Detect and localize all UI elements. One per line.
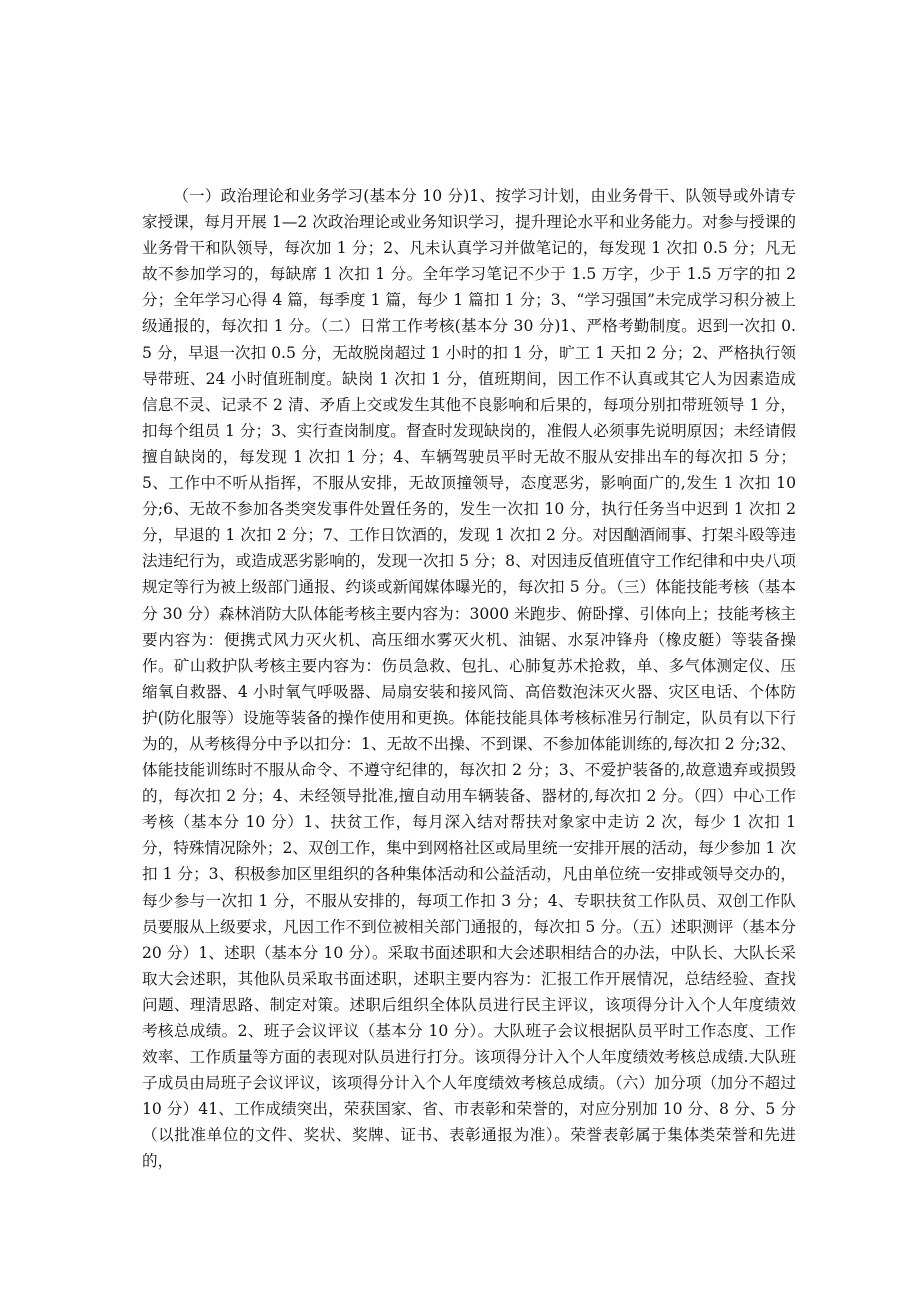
document-paragraph: （一）政治理论和业务学习(基本分 10 分)1、按学习计划，由业务骨干、队领导或外请专家授课，每月开展 1—2 次政治理论或业务知识学习，提升理论水平和业务能力。对参与授课的业务骨干和队领导，每次加 1 分；2、凡未认真学习并做笔记的，每发现 1 次扣 0.5 分；凡无故不参加学习的，每缺席 1 次扣 1 分。全年学习笔记不少于 1.5 万字，少于 1.5 万字的扣 2 分；全年学习心得 4 篇，每季度 1 篇，每少 1 篇扣 1 分；3、“学习强国”未完成学习积分被上级通报的，每次扣 1 分。（二）日常工作考核(基本分 30 分)1、严格考勤制度。迟到一次扣 0.5 分，早退一次扣 0.5 分，无故脱岗超过 1 小时的扣 1 分，旷工 1 天扣 2 分；2、严格执行领导带班、24 小时值班制度。缺岗 1 次扣 1 分，值班期间，因工作不认真或其它人为因素造成信息不灵、记录不 2 清、矛盾上交或发生其他不良影响和后果的，每项分别扣带班领导 1 分，扣每个组员 1 分；3、实行查岗制度。督查时发现缺岗的，准假人必须事先说明原因；未经请假擅自缺岗的，每发现 1 次扣 1 分；4、车辆驾驶员平时无故不服从安排出车的每次扣 5 分；5、工作中不听从指挥，不服从安排，无故顶撞领导，态度恶劣，影响面广的,发生 1 次扣 10 分;6、无故不参加各类突发事件处置任务的，发生一次扣 10 分，执行任务当中迟到 1 次扣 2 分，早退的 1 次扣 2 分；7、工作日饮酒的，发现 1 次扣 2 分。对因酗酒闹事、打架斗殴等违法违纪行为，或造成恶劣影响的，发现一次扣 5 分；8、对因违反值班值守工作纪律和中央八项规定等行为被上级部门通报、约谈或新闻媒体曝光的，每次扣 5 分。（三）体能技能考核（基本分 30 分）森林消防大队体能考核主要内容为：3000 米跑步、俯卧撑、引体向上；技能考核主要内容为：便携式风力灭火机、高压细水雾灭火机、油锯、水泵冲锋舟（橡皮艇）等装备操作。矿山救护队考核主要内容为：伤员急救、包扎、心肺复苏术抢救，单、多气体测定仪、压缩氧自救器、4 小时氧气呼吸器、局扇安装和接风筒、高倍数泡沫灭火器、灾区电话、个体防护(防化服等）设施等装备的操作使用和更换。体能技能具体考核标准另行制定，队员有以下行为的，从考核得分中予以扣分：1、无故不出操、不到课、不参加体能训练的,每次扣 2 分;32、体能技能训练时不服从命令、不遵守纪律的，每次扣 2 分；3、不爱护装备的,故意遗弃或损毁的，每次扣 2 分；4、未经领导批准,擅自动用车辆装备、器材的,每次扣 2 分。（四）中心工作考核（基本分 10 分）1、扶贫工作，每月深入结对帮扶对象家中走访 2 次，每少 1 次扣 1 分，特殊情况除外；2、双创工作，集中到网格社区或局里统一安排开展的活动，每少参加 1 次扣 1 分；3、积极参加区里组织的各种集体活动和公益活动，凡由单位统一安排或领导交办的，每少参与一次扣 1 分，不服从安排的，每项工作扣 3 分；4、专职扶贫工作队员、双创工作队员要服从上级要求，凡因工作不到位被相关部门通报的，每次扣 5 分。（五）述职测评（基本分 20 分）1、述职（基本分 10 分）。采取书面述职和大会述职相结合的办法，中队长、大队长采取大会述职，其他队员采取书面述职，述职主要内容为：汇报工作开展情况，总结经验、查找问题、理清思路、制定对策。述职后组织全体队员进行民主评议，该项得分计入个人年度绩效考核总成绩。2、班子会议评议（基本分 10 分）。大队班子会议根据队员平时工作态度、工作效率、工作质量等方面的表现对队员进行打分。该项得分计入个人年度绩效考核总成绩.大队班子成员由局班子会议评议，该项得分计入个人年度绩效考核总成绩。（六）加分项（加分不超过 10 分）41、工作成绩突出，荣获国家、省、市表彰和荣誉的，对应分别加 10 分、8 分、5 分（以批准单位的文件、奖状、奖牌、证书、表彰通报为准）。荣誉表彰属于集体类荣誉和先进的，: [142, 187, 796, 1171]
